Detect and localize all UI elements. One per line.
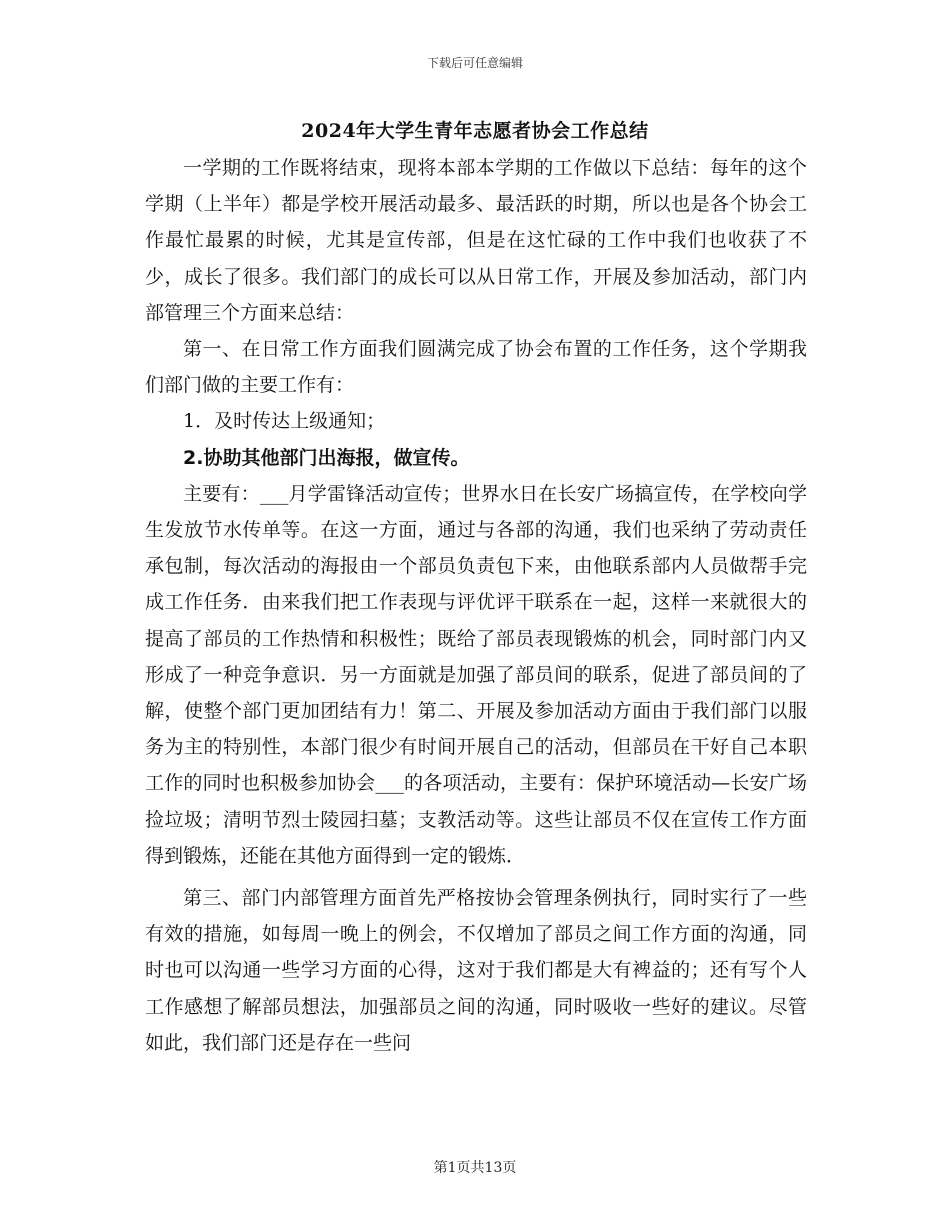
header-note: 下载后可任意编辑 (426, 56, 523, 70)
document-body (145, 150, 807, 1061)
paragraph-first-section: 第一、在日常工作方面我们圆满完成了协会布置的工作任务，这个学期我们部门做的主要工作有： (145, 338, 807, 397)
page-footer: 第1页共13页 (433, 1160, 517, 1176)
list-item-2: 2.协助其他部门出海报，做宣传。 (183, 446, 470, 469)
paragraph-third-section: 第三、部门内部管理方面首先严格按协会管理条例执行，同时实行了一些有效的措施，如每周一晚上的例会，不仅增加了部员之间工作方面的沟通，同时也可以沟通一些学习方面的心得，这对于我们都是大有裨益的；还有写个人工作感想了解部员想法，加强部员之间的沟通，同时吸收一些好的建议。尽管如此，我们部门还是存在一些问 (145, 887, 807, 1054)
list-item-1: 1．及时传达上级通知； (183, 410, 386, 433)
paragraph-intro: 一学期的工作既将结束，现将本部本学期的工作做以下总结：每年的这个学期（上半年）都是学校开展活动最多、最活跃的时期，所以也是各个协会工作最忙最累的时候，尤其是宣传部，但是在这忙碌的工作中我们也收获了不少，成长了很多。我们部门的成长可以从日常工作，开展及参加活动，部门内部管理三个方面来总结： (145, 157, 807, 324)
document-title: 2024年大学生青年志愿者协会工作总结 (301, 120, 649, 142)
paragraph-main-work: 主要有：___月学雷锋活动宣传；世界水日在长安广场搞宣传，在学校向学生发放节水传单等。在这一方面，通过与各部的沟通，我们也采纳了劳动责任承包制，每次活动的海报由一个部员负责包下来，由他联系部内人员做帮手完成工作任务．由来我们把工作表现与评优评干联系在一起，这样一来就很大的提高了部员的工作热情和积极性；既给了部员表现锻炼的机会，同时部门内又形成了一种竞争意识．另一方面就是加强了部员间的联系，促进了部员间的了解，使整个部门更加团结有力！第二、开展及参加活动方面由于我们部门以服务为主的特别性，本部门很少有时间开展自己的活动，但部员在干好自己本职工作的同时也积极参加协会___的各项活动，主要有：保护环境活动—长安广场捡垃圾；清明节烈士陵园扫墓；支教活动等。这些让部员不仅在宣传工作方面得到锻炼，还能在其他方面得到一定的锻炼． (145, 482, 807, 867)
